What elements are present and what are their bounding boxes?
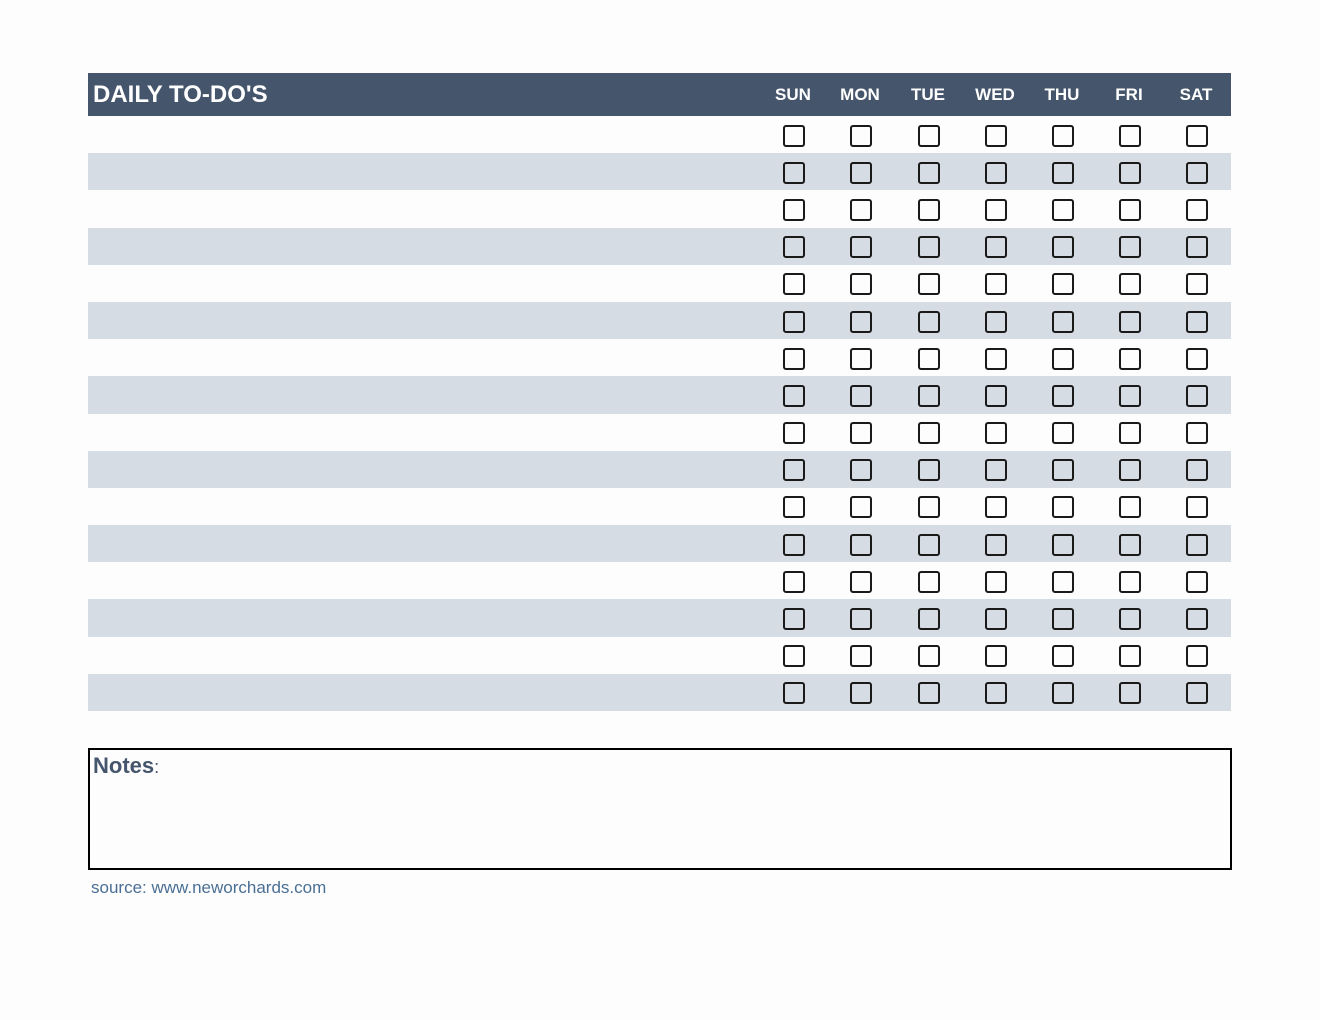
table-row [88,637,1231,674]
checkbox-fri[interactable] [1119,311,1141,333]
task-cell[interactable] [88,637,768,674]
table-row [88,302,1231,339]
task-cell[interactable] [88,525,768,562]
table-row [88,488,1231,525]
checkbox-thu[interactable] [1052,682,1074,704]
table-row [88,562,1231,599]
checkbox-sat[interactable] [1186,311,1208,333]
checkbox-sat[interactable] [1186,348,1208,370]
checkbox-sat[interactable] [1186,125,1208,147]
checkbox-sun[interactable] [783,496,805,518]
checkbox-tue[interactable] [918,496,940,518]
day-header-fri: FRI [1115,85,1143,104]
checkbox-thu[interactable] [1052,199,1074,221]
checkbox-wed[interactable] [985,125,1007,147]
checkbox-tue[interactable] [918,348,940,370]
day-header-sat: SAT [1179,85,1213,104]
checkbox-sat[interactable] [1186,162,1208,184]
checkbox-wed[interactable] [985,459,1007,481]
checkbox-sun[interactable] [783,534,805,556]
checkbox-wed[interactable] [985,385,1007,407]
table-row [88,376,1231,413]
checkbox-mon[interactable] [850,199,872,221]
checkbox-tue[interactable] [918,162,940,184]
checkbox-sun[interactable] [783,125,805,147]
task-cell[interactable] [88,153,768,190]
checkbox-tue[interactable] [918,608,940,630]
checkbox-tue[interactable] [918,236,940,258]
checkbox-thu[interactable] [1052,348,1074,370]
day-header-sun: SUN [775,85,811,104]
checkbox-sat[interactable] [1186,496,1208,518]
checkbox-sat[interactable] [1186,571,1208,593]
checkbox-tue[interactable] [918,682,940,704]
task-rows [88,116,1231,711]
checkbox-tue[interactable] [918,199,940,221]
task-cell[interactable] [88,302,768,339]
checkbox-mon[interactable] [850,125,872,147]
source-link[interactable]: source: www.neworchards.com [91,878,327,897]
task-cell[interactable] [88,488,768,525]
checkbox-sun[interactable] [783,645,805,667]
checkbox-mon[interactable] [850,571,872,593]
checkbox-fri[interactable] [1119,422,1141,444]
checkbox-sat[interactable] [1186,608,1208,630]
checkbox-thu[interactable] [1052,385,1074,407]
notes-box[interactable] [88,748,1232,870]
checkbox-wed[interactable] [985,571,1007,593]
task-cell[interactable] [88,414,768,451]
checkbox-fri[interactable] [1119,348,1141,370]
table-row [88,265,1231,302]
checkbox-fri[interactable] [1119,199,1141,221]
checkbox-fri[interactable] [1119,534,1141,556]
checkbox-mon[interactable] [850,534,872,556]
table-row [88,599,1231,636]
checkbox-thu[interactable] [1052,534,1074,556]
task-cell[interactable] [88,562,768,599]
checkbox-fri[interactable] [1119,125,1141,147]
checkbox-mon[interactable] [850,385,872,407]
checkbox-thu[interactable] [1052,125,1074,147]
checkbox-wed[interactable] [985,348,1007,370]
checkbox-mon[interactable] [850,348,872,370]
checkbox-wed[interactable] [985,273,1007,295]
checkbox-thu[interactable] [1052,273,1074,295]
table-row [88,190,1231,227]
checkbox-wed[interactable] [985,496,1007,518]
checkbox-mon[interactable] [850,422,872,444]
table-row [88,451,1231,488]
checkbox-sat[interactable] [1186,422,1208,444]
checkbox-sun[interactable] [783,459,805,481]
notes-label: Notes: [93,753,160,778]
table-row [88,339,1231,376]
table-row [88,116,1231,153]
checkbox-tue[interactable] [918,273,940,295]
task-cell[interactable] [88,228,768,265]
checkbox-wed[interactable] [985,422,1007,444]
checkbox-sun[interactable] [783,162,805,184]
checkbox-sun[interactable] [783,273,805,295]
checkbox-sun[interactable] [783,682,805,704]
checkbox-wed[interactable] [985,682,1007,704]
checkbox-tue[interactable] [918,645,940,667]
table-row [88,414,1231,451]
table-row [88,674,1231,711]
task-cell[interactable] [88,190,768,227]
task-cell[interactable] [88,265,768,302]
checkbox-sat[interactable] [1186,199,1208,221]
task-cell[interactable] [88,451,768,488]
task-cell[interactable] [88,674,768,711]
checkbox-mon[interactable] [850,645,872,667]
checkbox-tue[interactable] [918,125,940,147]
checkbox-tue[interactable] [918,571,940,593]
checkbox-sat[interactable] [1186,236,1208,258]
checkbox-thu[interactable] [1052,645,1074,667]
checkbox-mon[interactable] [850,682,872,704]
checkbox-wed[interactable] [985,162,1007,184]
checkbox-fri[interactable] [1119,162,1141,184]
todo-sheet [88,73,1231,711]
checkbox-wed[interactable] [985,645,1007,667]
task-cell[interactable] [88,116,768,153]
checkbox-mon[interactable] [850,162,872,184]
checkbox-sun[interactable] [783,571,805,593]
day-header-tue: TUE [911,85,945,104]
checkbox-tue[interactable] [918,534,940,556]
checkbox-sun[interactable] [783,199,805,221]
checkbox-sun[interactable] [783,422,805,444]
table-row [88,228,1231,265]
checkbox-mon[interactable] [850,273,872,295]
checkbox-fri[interactable] [1119,385,1141,407]
checkbox-sun[interactable] [783,236,805,258]
checkbox-fri[interactable] [1119,645,1141,667]
checkbox-fri[interactable] [1119,273,1141,295]
checkbox-sat[interactable] [1186,385,1208,407]
checkbox-fri[interactable] [1119,682,1141,704]
checkbox-sun[interactable] [783,348,805,370]
checkbox-wed[interactable] [985,534,1007,556]
header-bar [88,73,1231,116]
task-cell[interactable] [88,339,768,376]
checkbox-thu[interactable] [1052,236,1074,258]
checkbox-sun[interactable] [783,311,805,333]
task-cell[interactable] [88,376,768,413]
checkbox-sat[interactable] [1186,273,1208,295]
checkbox-mon[interactable] [850,459,872,481]
checkbox-mon[interactable] [850,311,872,333]
checkbox-sat[interactable] [1186,645,1208,667]
day-header-thu: THU [1044,85,1080,104]
checkbox-thu[interactable] [1052,422,1074,444]
checkbox-tue[interactable] [918,311,940,333]
checkbox-sun[interactable] [783,608,805,630]
table-row [88,525,1231,562]
checkbox-mon[interactable] [850,236,872,258]
checkbox-tue[interactable] [918,422,940,444]
checkbox-thu[interactable] [1052,496,1074,518]
checkbox-thu[interactable] [1052,311,1074,333]
checkbox-wed[interactable] [985,236,1007,258]
checkbox-fri[interactable] [1119,236,1141,258]
checkbox-mon[interactable] [850,496,872,518]
checkbox-fri[interactable] [1119,496,1141,518]
checkbox-wed[interactable] [985,199,1007,221]
checkbox-fri[interactable] [1119,608,1141,630]
checkbox-wed[interactable] [985,608,1007,630]
checkbox-thu[interactable] [1052,459,1074,481]
sheet-title: DAILY TO-DO'S [93,81,268,108]
checkbox-sun[interactable] [783,385,805,407]
checkbox-tue[interactable] [918,459,940,481]
checkbox-thu[interactable] [1052,162,1074,184]
checkbox-tue[interactable] [918,385,940,407]
checkbox-sat[interactable] [1186,682,1208,704]
day-header-mon: MON [840,85,880,104]
checkbox-wed[interactable] [985,311,1007,333]
task-cell[interactable] [88,599,768,636]
checkbox-thu[interactable] [1052,608,1074,630]
checkbox-thu[interactable] [1052,571,1074,593]
table-row [88,153,1231,190]
day-header-wed: WED [975,85,1015,104]
checkbox-mon[interactable] [850,608,872,630]
checkbox-fri[interactable] [1119,459,1141,481]
checkbox-fri[interactable] [1119,571,1141,593]
checkbox-sat[interactable] [1186,534,1208,556]
checkbox-sat[interactable] [1186,459,1208,481]
